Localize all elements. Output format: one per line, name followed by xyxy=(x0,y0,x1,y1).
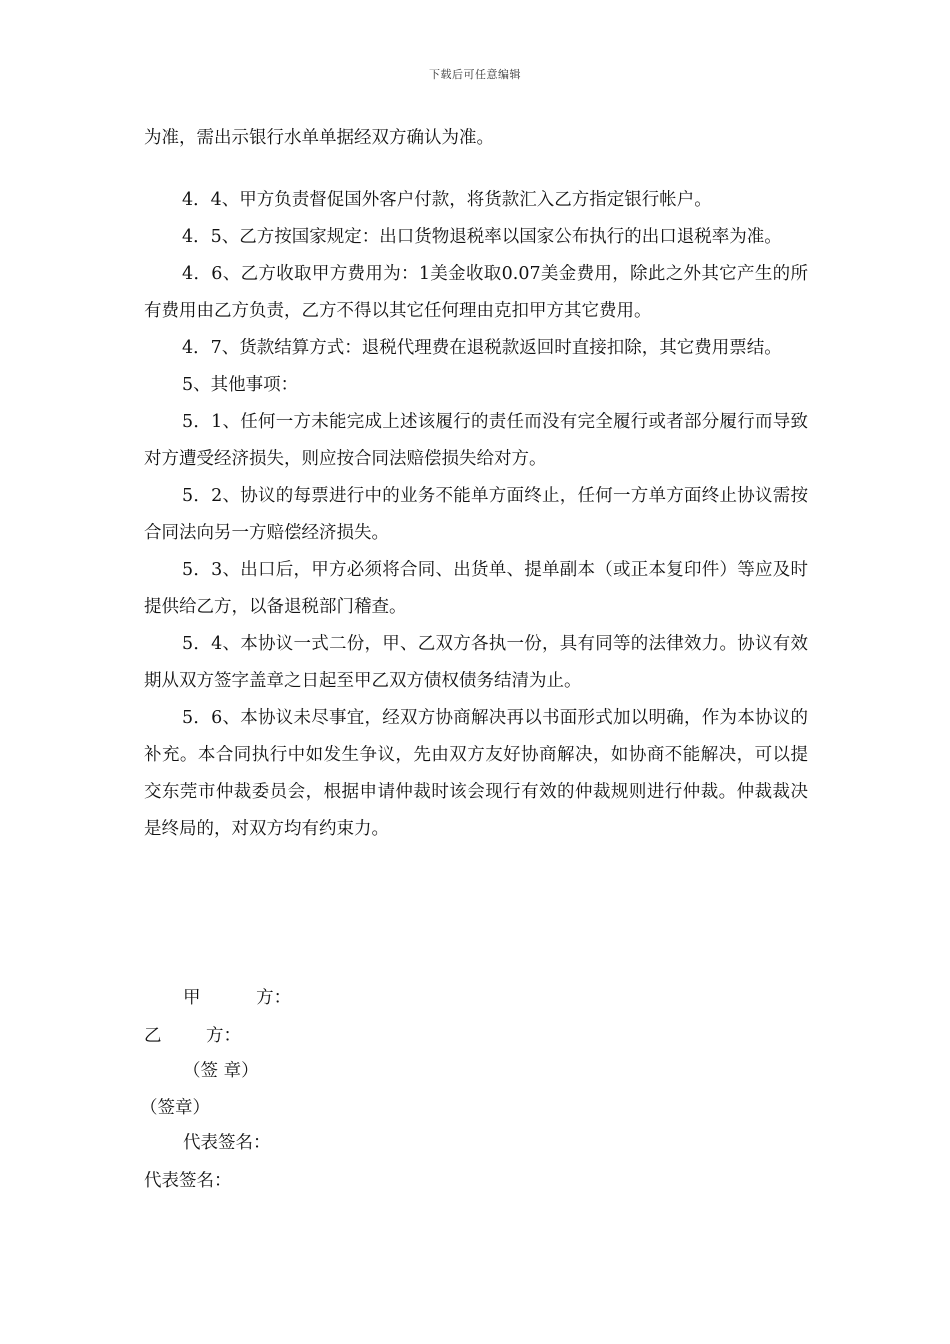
clause-5-4: 5．4、本协议一式二份，甲、乙双方各执一份，具有同等的法律效力。协议有效期从双方签字盖章之日起至甲乙双方债权债务结清为止。 xyxy=(144,634,808,691)
paragraph-continuation: 为准，需出示银行水单单据经双方确认为准。 xyxy=(144,128,494,148)
party-b-representative: 代表签名： xyxy=(144,1171,232,1191)
clause-4-4: 4．4、甲方负责督促国外客户付款，将货款汇入乙方指定银行帐户。 xyxy=(182,190,712,210)
party-b-label: 乙 方： xyxy=(144,1026,242,1046)
clause-4-7: 4．7、货款结算方式：退税代理费在退税款返回时直接扣除，其它费用票结。 xyxy=(182,338,782,358)
party-b-seal: （签章） xyxy=(140,1098,210,1118)
clause-5-3: 5．3、出口后，甲方必须将合同、出货单、提单副本（或正本复印件）等应及时提供给乙方，以备退税部门稽查。 xyxy=(144,560,808,617)
section-5-heading: 5、其他事项： xyxy=(182,375,299,395)
party-a-label: 甲 方： xyxy=(183,988,292,1008)
clause-5-1: 5．1、任何一方未能完成上述该履行的责任而没有完全履行或者部分履行而导致对方遭受经济损失，则应按合同法赔偿损失给对方。 xyxy=(144,412,808,469)
clause-5-2: 5．2、协议的每票进行中的业务不能单方面终止，任何一方单方面终止协议需按合同法向另一方赔偿经济损失。 xyxy=(144,486,808,543)
party-a-representative: 代表签名： xyxy=(183,1133,271,1153)
clause-5-6: 5．6、本协议未尽事宜，经双方协商解决再以书面形式加以明确，作为本协议的补充。本合同执行中如发生争议，先由双方友好协商解决，如协商不能解决，可以提交东莞市仲裁委员会，根据申请仲裁时该会现行有效的仲裁规则进行仲裁。仲裁裁决是终局的，对双方均有约束力。 xyxy=(144,708,808,839)
contract-body xyxy=(144,120,808,848)
party-a-seal: （签 章） xyxy=(183,1061,259,1081)
clause-4-6: 4．6、乙方收取甲方费用为：1美金收取0.07美金费用，除此之外其它产生的所有费用由乙方负责，乙方不得以其它任何理由克扣甲方其它费用。 xyxy=(144,264,808,321)
page-header: 下载后可任意编辑 xyxy=(429,68,521,81)
paragraph-gap xyxy=(144,157,808,182)
clause-4-5: 4．5、乙方按国家规定：出口货物退税率以国家公布执行的出口退税率为准。 xyxy=(182,227,782,247)
